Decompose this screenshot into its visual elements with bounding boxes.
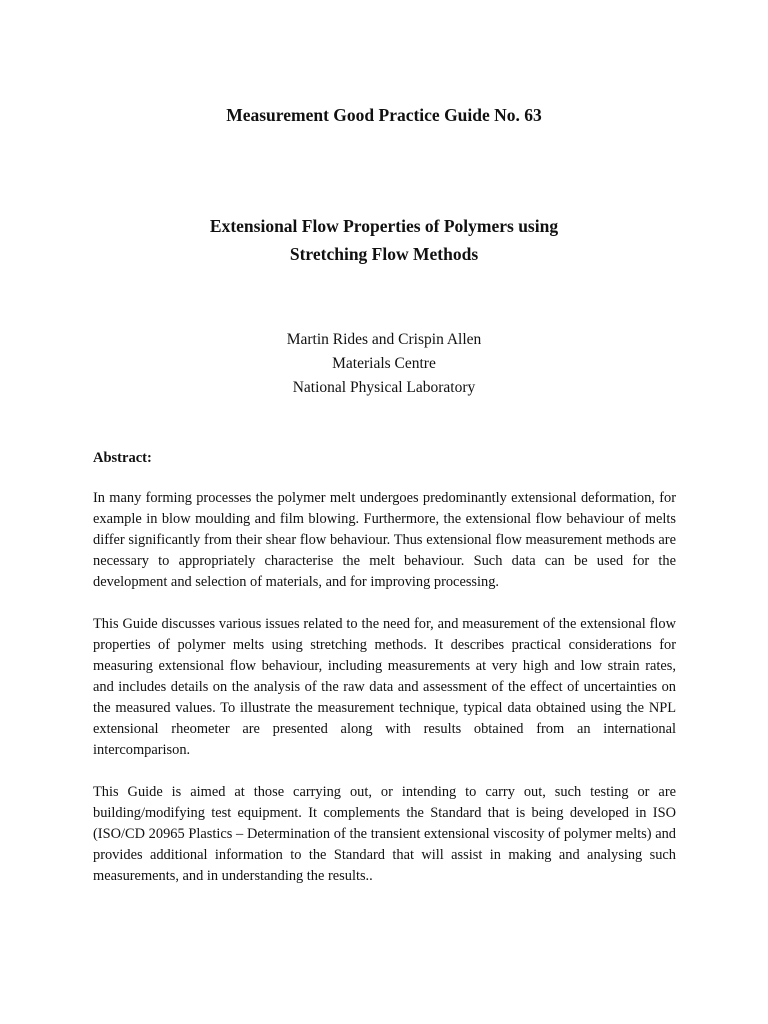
abstract-paragraph-1: In many forming processes the polymer melt undergoes predominantly extensional deformation, for example in blow moulding and film blowing. Furthermore, the extensional flow behaviour of melts differ significantly from their shear flow behaviour. Thus extensional flow measurement methods are necessary to appropriately characterise the melt behaviour. Such data can be used for the development and selection of materials, and for improving processing. bbox=[93, 490, 676, 590]
abstract-paragraph-2: This Guide discusses various issues related to the need for, and measurement of the extensional flow properties of polymer melts using stretching methods. It describes practical considerations for measuring extensional flow behaviour, including measurements at very high and low strain rates, and includes details on the analysis of the raw data and assessment of the effect of uncertainties on the measured values. To illustrate the measurement technique, typical data obtained using the NPL extensional rheometer are presented along with results obtained from an international intercomparison. bbox=[93, 616, 676, 758]
abstract-body bbox=[93, 488, 676, 908]
author-names: Martin Rides and Crispin Allen bbox=[286, 331, 482, 348]
document-title-line-2: Stretching Flow Methods bbox=[289, 244, 479, 264]
document-title-line-1: Extensional Flow Properties of Polymers using bbox=[209, 216, 559, 236]
abstract-heading: Abstract: bbox=[93, 450, 152, 466]
author-department: Materials Centre bbox=[332, 355, 436, 372]
author-block bbox=[0, 328, 768, 400]
author-institution: National Physical Laboratory bbox=[292, 379, 476, 396]
abstract-paragraph-3: This Guide is aimed at those carrying out, or intending to carry out, such testing or are building/modifying test equipment. It complements the Standard that is being developed in ISO (ISO/CD 20965 Plastics – Determination of the transient extensional viscosity of polymer melts) and provides additional information to the Standard that will assist in making and analysing such measurements, and in understanding the results.. bbox=[93, 784, 676, 884]
guide-title: Measurement Good Practice Guide No. 63 bbox=[226, 105, 542, 125]
document-title bbox=[0, 212, 768, 268]
